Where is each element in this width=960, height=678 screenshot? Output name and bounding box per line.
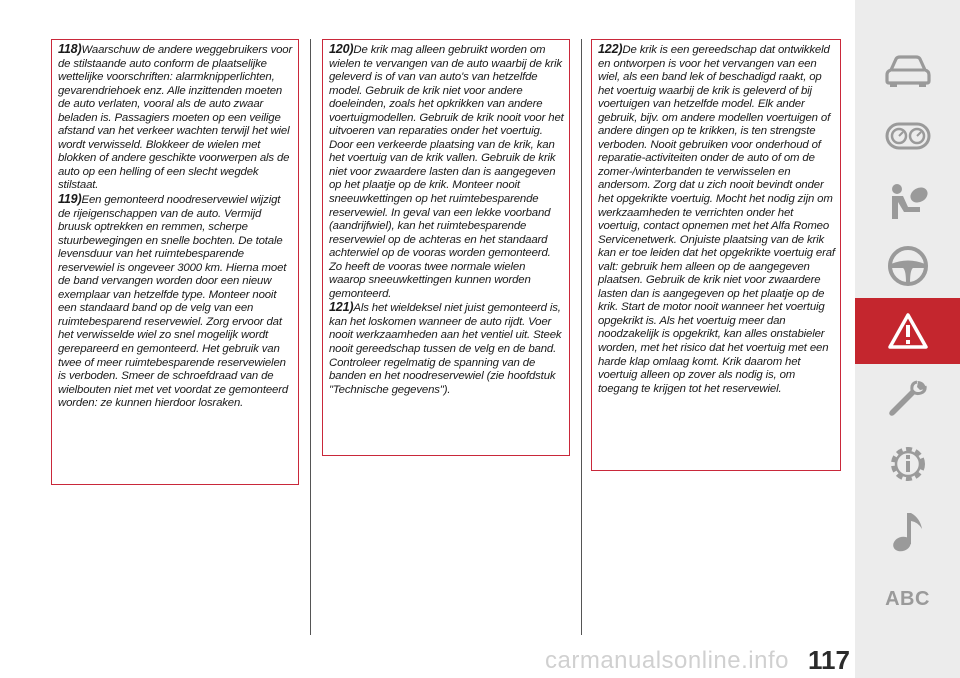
airbag-safety-icon [886, 181, 930, 221]
warning-text: Een gemonteerd noodreservewiel wijzigt de rijeigenschappen van de auto. Vermijd bruusk optrekken en remmen, scherpe stuurbewegingen en snelle bochten. De totale levensduur van het ruimtebesparende reservewiel is ongeveer 3000 km. Hierna moet de band vervangen worden door een nieuw exemplaar van hetzelfde type. Monteer nooit een standaard band op de velg van een ruimtebesparend reservewiel. Zorg ervoor dat het verwisselde wiel zo snel mogelijk wordt gerepareerd en gemonteerd. Het gebruik van twee of meer ruimtebesparende reservewielen is verboden. Smeer de schroefdraad van de wielbouten niet met vet voordat ze gemonteerd worden: ze kunnen hierdoor losraken. [58, 194, 289, 410]
sidebar-item-index[interactable] [855, 566, 960, 632]
warning-box-120-121 [322, 39, 570, 456]
warning-number: 118) [58, 42, 82, 56]
warning-number: 122) [598, 42, 623, 56]
sidebar-item-maintenance[interactable] [855, 366, 960, 432]
chapter-sidebar [855, 0, 960, 678]
info-gear-icon [886, 442, 930, 486]
dashboard-gauges-icon [885, 121, 931, 151]
warning-item-122 [598, 43, 835, 396]
wrench-icon [887, 378, 929, 420]
warning-text: De krik is een gereedschap dat ontwikkeld en ontworpen is voor het vervangen van een wiel, als een band lek of beschadigd raakt, op het voertuig waarbij de krik is geleverd of bij voertuigen van hetzelfde model. Elk ander gebruik, bijv. om andere modellen voertuigen of andere dingen op te krikken, is ten strengste verboden. Nooit gebruiken voor onderhoud of reparatie-activiteiten onder de auto of om de zomer-/winterbanden te verwisselen en andersom. Zorg dat u zich nooit bevindt onder het opgekrikte voertuig. Mocht het nodig zijn om werkzaamheden te verrichten onder het voertuig, contact opnemen met het Alfa Romeo Servicenetwerk. Onjuiste plaatsing van de krik kan er toe leiden dat het opgekrikte voertuig eraf valt: gebruik hem alleen op de aangegeven plaatsen. Gebruik de krik niet voor zwaardere lasten dan is aangegeven op het plaatje op de krik. Start de motor nooit wanneer het voertuig opgekrikt is. Als het voertuig meer dan noodzakelijk is opgekrikt, kan alles onstabieler worden, met het risico dat het voertuig met een harde klap omlaag komt. Krik daarom het voertuig alleen op zover als nodig is, om toegang te krijgen tot het reservewiel. [598, 44, 835, 395]
warning-item-121 [329, 301, 564, 397]
warning-text: Als het wieldeksel niet juist gemonteerd is, kan het loskomen wanneer de auto rijdt. Voer nooit werkzaamheden aan het ventiel uit. Steek nooit gereedschap tussen de velg en de band. Controleer regelmatig de spanning van de banden en het noodreservewiel (zie hoofdstuk "Technische gegevens"). [329, 302, 562, 396]
warning-number: 121) [329, 300, 354, 315]
warning-item-120 [329, 43, 564, 301]
warning-box-122 [591, 39, 841, 471]
warning-item-119 [58, 193, 293, 411]
sidebar-item-dashboard[interactable] [855, 103, 960, 169]
sidebar-item-safety[interactable] [855, 168, 960, 234]
sidebar-item-technical-data[interactable] [855, 431, 960, 497]
watermark: carmanualsonline.info [545, 647, 789, 674]
sidebar-item-car[interactable] [855, 38, 960, 104]
sidebar-item-steering[interactable] [855, 233, 960, 299]
warning-text: De krik mag alleen gebruikt worden om wielen te vervangen van de auto waarbij de krik geleverd is of van van auto's van hetzelfde model. Gebruik de krik niet voor andere doeleinden, zoals het opkrikken van andere voertuigmodellen. Gebruik de krik nooit voor het uitvoeren van reparaties onder het voertuig. Door een verkeerde plaatsing van de krik, kan het voertuig van de krik vallen. Gebruik de krik niet voor zwaardere lasten dan is aangegeven op het plaatje op de krik. Monteer nooit sneeuwkettingen op het ruimtebesparende reservewiel. In geval van een lekke voorband (aandrijfwiel), kan het ruimtebesparende reservewiel op de achteras en het standaard achterwiel op de vooras worden gemonteerd. Zo heeft de vooras twee normale wielen waarop sneeuwkettingen kunnen worden gemonteerd. [329, 44, 564, 300]
steering-wheel-icon [887, 245, 929, 287]
warning-number: 120) [329, 42, 354, 56]
warning-box-118-119 [51, 39, 299, 485]
abc-index-icon: ABC [885, 587, 930, 610]
music-note-icon [890, 509, 926, 553]
warning-triangle-icon [887, 312, 929, 350]
column-divider [310, 39, 311, 635]
page-number: 117 [808, 645, 850, 675]
sidebar-item-multimedia[interactable] [855, 498, 960, 564]
warning-text: Waarschuw de andere weggebruikers voor de stilstaande auto conform de plaatselijke wettelijke voorschriften: alarmknipperlichten, gevarendriehoek enz. Alle inzittenden moeten de auto verlaten, vooral als de auto zwaar beladen is. Passagiers moeten op een veilige afstand van het verkeer wachten terwijl het wiel wordt verwisseld. Blokkeer de wielen met blokken of andere geschikte voorwerpen als de auto op een helling of een slecht wegdek stilstaat. [58, 44, 293, 192]
sidebar-item-warnings[interactable] [855, 298, 960, 364]
column-divider [581, 39, 582, 635]
car-icon [885, 54, 931, 88]
warning-item-118 [58, 43, 293, 193]
warning-number: 119) [58, 192, 82, 207]
